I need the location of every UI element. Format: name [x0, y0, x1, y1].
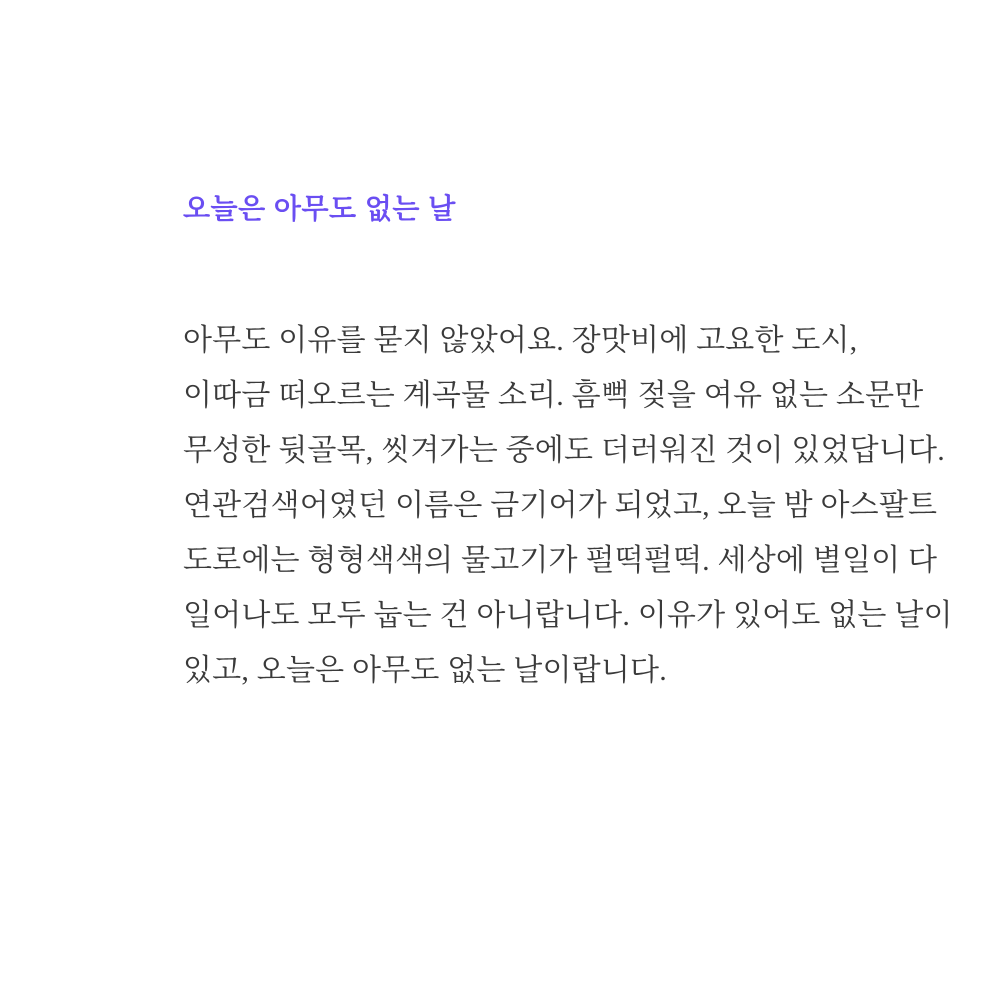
body-line: 무성한 뒷골목, 씻겨가는 중에도 더러워진 것이 있었답니다. — [183, 434, 945, 467]
body-line: 연관검색어였던 이름은 금기어가 되었고, 오늘 밤 아스팔트 — [183, 489, 938, 522]
body-line: 있고, 오늘은 아무도 없는 날이랍니다. — [183, 654, 667, 687]
content-area — [183, 193, 953, 698]
body-line: 도로에는 형형색색의 물고기가 펄떡펄떡. 세상에 별일이 다 — [183, 544, 938, 577]
page-title: 오늘은 아무도 없는 날 — [183, 193, 456, 224]
body-paragraph — [183, 313, 953, 698]
body-line: 아무도 이유를 묻지 않았어요. 장맛비에 고요한 도시, — [183, 324, 858, 357]
body-line: 일어나도 모두 눕는 건 아니랍니다. 이유가 있어도 없는 날이 — [183, 599, 953, 632]
body-line: 이따금 떠오르는 계곡물 소리. 흠뻑 젖을 여유 없는 소문만 — [183, 379, 924, 412]
